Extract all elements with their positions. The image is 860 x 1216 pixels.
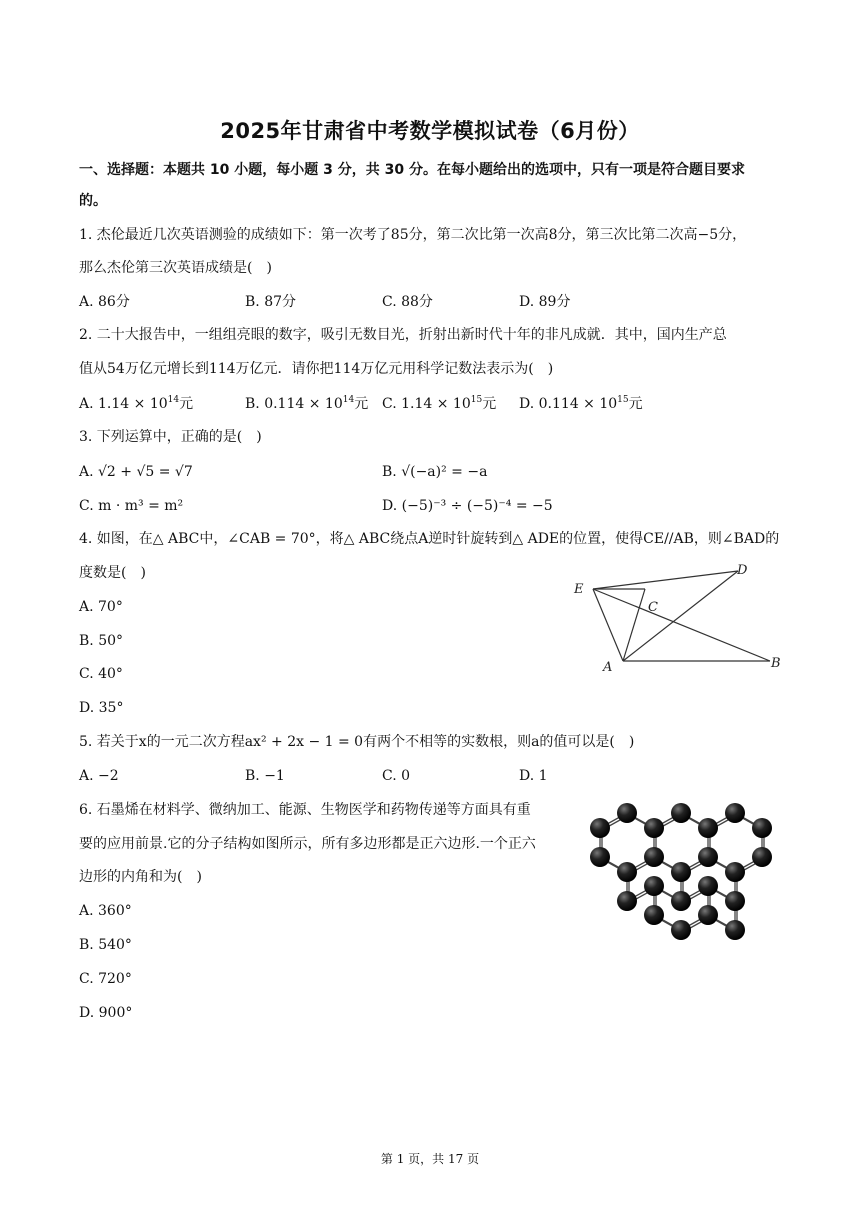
carbon-atom <box>698 847 718 867</box>
q3-option-a: A. √2 + √5 = √7 <box>79 464 193 480</box>
rotation-triangle-figure <box>560 555 795 680</box>
q2-option-d: D. $0.114 \times 10^{15}$元 <box>519 395 643 412</box>
q2-option-c: C. $1.14 \times 10^{15}$元 <box>382 395 497 412</box>
section-header-line1: 一、选择题：本题共 10 小题，每小题 3 分，共 30 分。在每小题给出的选项中，只有一项是符合题目要求 <box>79 162 745 178</box>
q1-option-d: D. 89分 <box>519 294 571 310</box>
carbon-atom <box>617 891 637 911</box>
q6-stem-line2: 要的应用前景.它的分子结构如图所示，所有多边形都是正六边形.一个正六 <box>79 836 536 852</box>
q3-option-d: D. (−5)⁻³ ÷ (−5)⁻⁴ = −5 <box>382 498 553 514</box>
carbon-atom <box>644 876 664 896</box>
q6-stem-line3: 边形的内角和为( ) <box>79 869 202 885</box>
carbon-atom <box>617 803 637 823</box>
carbon-atom <box>644 818 664 838</box>
q2-stem-line1: 2. 二十大报告中，一组组亮眼的数字，吸引无数目光，折射出新时代十年的非凡成就．其中，国内生产总 <box>79 327 727 343</box>
q6-option-b: B. 540° <box>79 937 132 953</box>
q1-option-c: C. 88分 <box>382 294 433 310</box>
carbon-atom <box>590 847 610 867</box>
q5-stem: 5. 若关于x的一元二次方程ax² + 2x − 1 = 0有两个不相等的实数根，则a的值可以是( ) <box>79 734 635 750</box>
carbon-atom <box>617 862 637 882</box>
carbon-atom <box>725 891 745 911</box>
q5-option-d: D. 1 <box>519 768 548 784</box>
q5-option-c: C. 0 <box>382 768 411 784</box>
carbon-atom <box>725 803 745 823</box>
q3-option-b: B. √(−a)² = −a <box>382 464 488 480</box>
label-point-c: C <box>648 600 658 615</box>
q5-option-a: A. −2 <box>79 768 119 784</box>
q2-option-a: A. $1.14 \times 10^{14}$元 <box>79 395 194 412</box>
q1-option-b: B. 87分 <box>245 294 297 310</box>
q4-stem-line1: 4. 如图，在△ ABC中，∠CAB = 70°，将△ ABC绕点A逆时针旋转到△ ADE的位置，使得CE//AB，则∠BAD的 <box>79 531 780 547</box>
q3-option-c: C. m · m³ = m² <box>79 498 184 514</box>
label-point-a: A <box>603 660 613 675</box>
q4-option-d: D. 35° <box>79 700 124 716</box>
q2-option-b: B. $0.114 \times 10^{14}$元 <box>245 395 369 412</box>
carbon-atom <box>725 862 745 882</box>
carbon-atom <box>752 847 772 867</box>
q2-stem-line2: 值从54万亿元增长到114万亿元．请你把114万亿元用科学记数法表示为( ) <box>79 361 554 377</box>
label-point-b: B <box>771 656 781 671</box>
page-title: 2025年甘肃省中考数学模拟试卷（6月份） <box>220 119 640 143</box>
graphene-structure-figure <box>578 795 783 950</box>
carbon-atom <box>644 847 664 867</box>
section-header-line2: 的。 <box>79 193 107 209</box>
carbon-atom <box>698 905 718 925</box>
q4-option-a: A. 70° <box>79 599 123 615</box>
label-point-e: E <box>574 582 584 597</box>
q3-stem: 3. 下列运算中，正确的是( ) <box>79 429 262 445</box>
q4-option-c: C. 40° <box>79 666 123 682</box>
q6-stem-line1: 6. 石墨烯在材料学、微纳加工、能源、生物医学和药物传递等方面具有重 <box>79 802 531 818</box>
page-footer: 第 1 页，共 17 页 <box>380 1152 480 1166</box>
q6-option-a: A. 360° <box>79 903 132 919</box>
carbon-atom <box>698 818 718 838</box>
q5-option-b: B. −1 <box>245 768 285 784</box>
label-point-d: D <box>737 563 748 578</box>
q1-stem-line2: 那么杰伦第三次英语成绩是( ) <box>79 260 272 276</box>
q1-option-a: A. 86分 <box>79 294 130 310</box>
q6-option-c: C. 720° <box>79 971 132 987</box>
q6-option-d: D. 900° <box>79 1005 133 1021</box>
q1-stem-line1: 1. 杰伦最近几次英语测验的成绩如下：第一次考了85分，第二次比第一次高8分，第三次比第二次高−5分， <box>79 227 747 243</box>
q4-option-b: B. 50° <box>79 633 124 649</box>
carbon-atom <box>725 920 745 940</box>
carbon-atom <box>671 920 691 940</box>
carbon-atom <box>671 803 691 823</box>
carbon-atom <box>671 891 691 911</box>
carbon-atom <box>752 818 772 838</box>
q4-stem-line2: 度数是( ) <box>79 565 146 581</box>
carbon-atom <box>644 905 664 925</box>
carbon-atom <box>698 876 718 896</box>
carbon-atom <box>590 818 610 838</box>
carbon-atom <box>671 862 691 882</box>
